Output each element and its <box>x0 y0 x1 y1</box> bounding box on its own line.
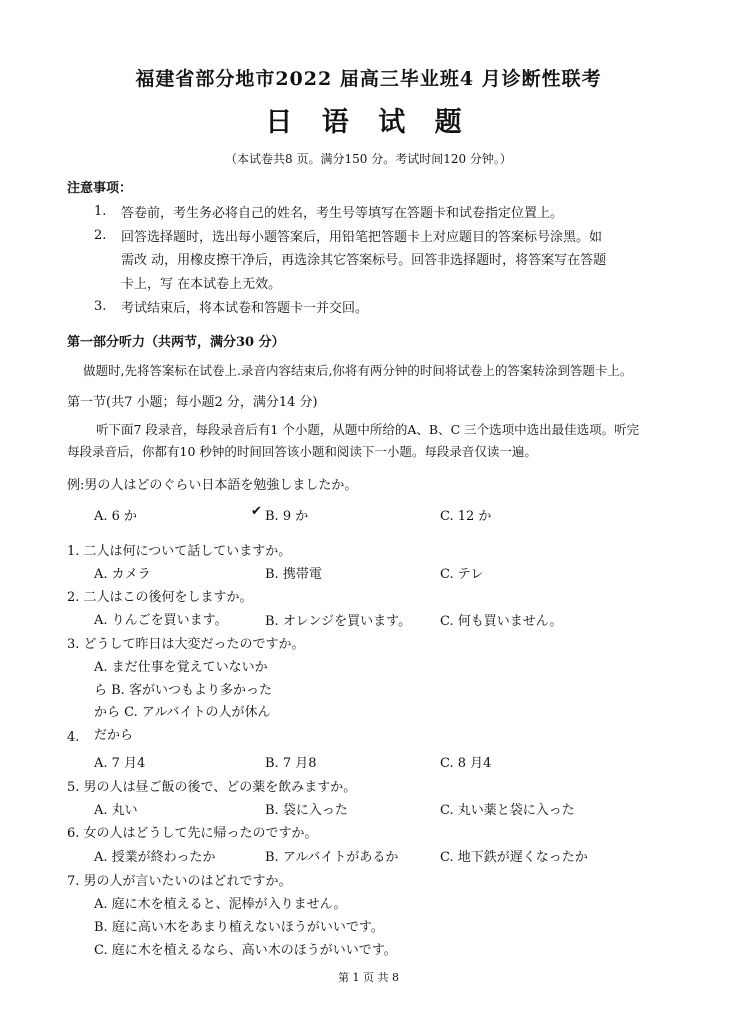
notice-item-text: 考试结束后，将本试卷和答题卡一并交回。 <box>121 301 369 316</box>
part1-intro: 做题时,先将答案标在试卷上.录音内容结束后,你将有两分钟的时间将试卷上的答案转涂到答题卡上。 <box>83 363 633 378</box>
question-option-b: B. 7 月8 <box>265 756 317 771</box>
question-option-a: A. 丸い <box>94 803 138 818</box>
question-option-b: B. オレンジを買います。 <box>265 614 412 629</box>
question-stem: 6. 女の人はどうして先に帰ったのですか。 <box>67 826 318 841</box>
exam-subtitle: （本试卷共8 页。满分150 分。考试时间120 分钟。） <box>225 152 512 166</box>
question-option-c: C. 地下鉄が遅くなったか <box>440 850 588 865</box>
question-option-b: B. アルバイトがあるか <box>265 850 399 865</box>
question-option-line: だから <box>94 728 134 743</box>
notice-item-number: 2. <box>94 228 107 243</box>
page-footer: 第 1 页 共 8 <box>338 971 399 984</box>
notice-item-text: 答卷前，考生务必将自己的姓名，考生号等填写在答题卡和试卷指定位置上。 <box>121 206 564 221</box>
notice-heading: 注意事项： <box>67 181 133 196</box>
example-option-c: C. 12 か <box>440 509 492 524</box>
question-option-a: A. りんごを買います。 <box>94 613 228 628</box>
question-stem: 3. どうして昨日は大変だったのですか。 <box>67 637 305 652</box>
question-option-b: B. 携帯電 <box>265 567 322 582</box>
question-option-c: C. 8 月4 <box>440 756 492 771</box>
question-stem: 5. 男の人は昼ご飯の後で、どの薬を飲みますか。 <box>67 780 357 795</box>
question-option-a: A. 7 月4 <box>94 756 146 771</box>
section1-instruction: 每段录音后，你都有10 秒钟的时间回答该小题和阅读下一小题。每段录音仅读一遍。 <box>67 444 537 459</box>
notice-item-text: 需改 动，用橡皮擦干净后，再选涂其它答案标号。回答非选择题时，将答案写在答题 <box>121 253 607 268</box>
question-option-line: から C. アルバイトの人が休ん <box>94 705 271 720</box>
notice-item-number: 1. <box>94 204 107 219</box>
question-number: 4. <box>67 730 80 745</box>
example-question: 例:男の人はどのぐらい日本語を勉強しましたか。 <box>67 478 358 493</box>
question-option-a: A. 授業が終わったか <box>94 850 216 865</box>
exam-region-title: 福建省部分地市2022 届高三毕业班4 月诊断性联考 <box>135 68 602 90</box>
question-option-c: C. テレ <box>440 567 484 582</box>
checkmark-icon: ✔ <box>251 504 262 519</box>
question-option-c: C. 丸い薬と袋に入った <box>440 803 575 818</box>
question-option-b: B. 庭に高い木をあまり植えないほうがいいです。 <box>94 920 384 935</box>
notice-item-text: 回答选择题时，选出每小题答案后，用铅笔把答题卡上对应题目的答案标号涂黑。如 <box>121 230 603 245</box>
question-option-a: A. 庭に木を植えると、泥棒が入りません。 <box>94 897 347 912</box>
question-stem: 7. 男の人が言いたいのはどれですか。 <box>67 874 292 889</box>
part1-heading: 第一部分听力（共两节，满分30 分） <box>67 335 285 350</box>
question-option-c: C. 何も買いません。 <box>440 614 563 629</box>
exam-subject-title: 日 语 试 题 <box>265 107 472 138</box>
question-option-line: A. まだ仕事を覚えていないか <box>94 660 268 675</box>
question-option-a: A. カメラ <box>94 567 151 582</box>
question-stem: 2. 二人はこの後何をしますか。 <box>67 590 253 605</box>
example-option-b: B. 9 か <box>265 509 309 524</box>
example-option-a: A. 6 か <box>94 509 138 524</box>
section1-heading: 第一节(共7 小题；每小题2 分，满分14 分) <box>67 395 318 410</box>
notice-item-text: 卡上，写 在本试卷上无效。 <box>121 277 282 292</box>
question-option-b: B. 袋に入った <box>265 803 348 818</box>
notice-item-number: 3. <box>94 299 107 314</box>
section1-instruction: 听下面7 段录音，每段录音后有1 个小题，从题中所给的A、B、C 三个选项中选出最佳选项。听完 <box>96 422 640 437</box>
question-option-line: ら B. 客がいつもより多かった <box>94 683 272 698</box>
question-stem: 1. 二人は何について話していますか。 <box>67 544 292 559</box>
question-option-c: C. 庭に木を植えるなら、高い木のほうがいいです。 <box>94 943 397 958</box>
